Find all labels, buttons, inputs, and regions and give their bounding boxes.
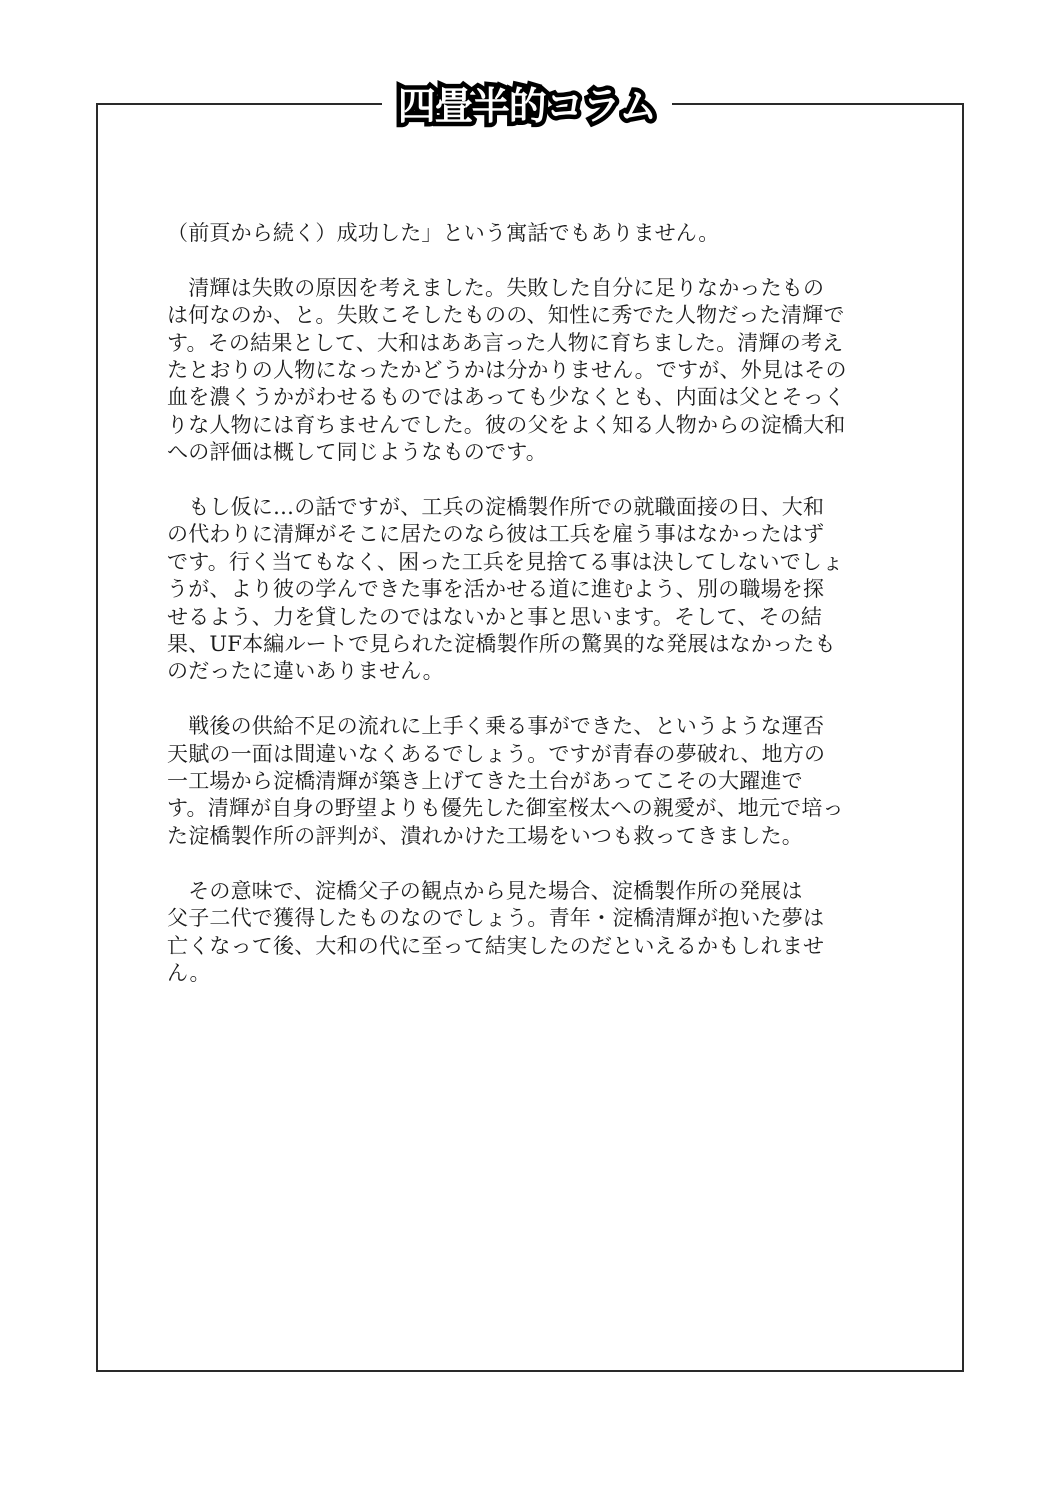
- text-line: 戦後の供給不足の流れに上手く乗る事ができた、というような運否: [167, 714, 825, 739]
- text-line: 天賦の一面は間違いなくあるでしょう。ですが青春の夢破れ、地方の: [167, 741, 826, 766]
- text-line: は何なのか、と。失敗こそしたものの、知性に秀でた人物だった清輝で: [167, 303, 845, 328]
- text-line: 一工場から淀橋清輝が築き上げてきた土台があってこその大躍進で: [167, 769, 803, 794]
- text-line: への評価は概して同じようなものです。: [167, 440, 547, 465]
- text-line: 清輝は失敗の原因を考えました。失敗した自分に足りなかったもの: [167, 275, 825, 300]
- paragraph-2: [167, 275, 867, 467]
- text-line: のだったに違いありません。: [167, 659, 444, 684]
- text-line: た淀橋製作所の評判が、潰れかけた工場をいつも救ってきました。: [167, 823, 803, 848]
- text-line: 亡くなって後、大和の代に至って結実したのだといえるかもしれませ: [167, 933, 825, 958]
- column-body: [167, 220, 867, 1015]
- text-line: 血を濃くうかがわせるものではあっても少なくとも、内面は父とそっく: [167, 385, 846, 410]
- text-line: りな人物には育ちませんでした。彼の父をよく知る人物からの淀橋大和: [167, 412, 846, 437]
- text-line: です。行く当てもなく、困った工兵を見捨てる事は決してしないでしょ: [167, 549, 844, 574]
- text-line: もし仮に…の話ですが、工兵の淀橋製作所での就職面接の日、大和: [167, 495, 825, 520]
- paragraph-1: [167, 220, 867, 247]
- paragraph-3: [167, 494, 867, 686]
- text-line: 果、UF本編ルートで見られた淀橋製作所の驚異的な発展はなかったも: [167, 632, 836, 657]
- column-title-box: [382, 80, 672, 132]
- paragraph-4: [167, 713, 867, 850]
- text-line: 父子二代で獲得したものなのでしょう。青年・淀橋清輝が抱いた夢は: [167, 906, 825, 931]
- text-line: の代わりに清輝がそこに居たのなら彼は工兵を雇う事はなかったはず: [167, 522, 825, 547]
- text-line: その意味で、淀橋父子の観点から見た場合、淀橋製作所の発展は: [167, 878, 803, 903]
- text-line: す。その結果として、大和はああ言った人物に育ちました。清輝の考え: [167, 330, 844, 355]
- paragraph-5: [167, 878, 867, 988]
- text-line: す。清輝が自身の野望よりも優先した御室桜太への親愛が、地元で培っ: [167, 796, 844, 821]
- text-line: うが、より彼の学んできた事を活かせる道に進むよう、別の職場を探: [167, 577, 825, 602]
- text-line: たとおりの人物になったかどうかは分かりません。ですが、外見はその: [167, 358, 847, 383]
- text-line: （前頁から続く）成功した」という寓話でもありません。: [167, 221, 720, 245]
- text-line: ん。: [167, 960, 211, 985]
- text-line: せるよう、力を貸したのではないかと事と思います。そして、その結: [167, 604, 823, 629]
- column-title: 四畳半的コラム: [397, 84, 657, 128]
